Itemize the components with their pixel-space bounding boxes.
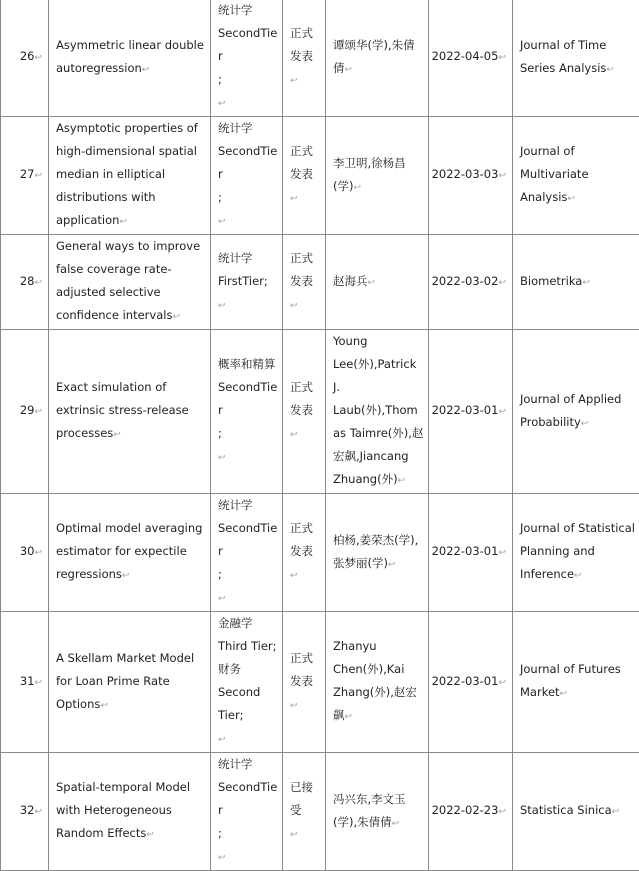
paragraph-mark-icon: ↩ [218, 301, 226, 311]
authors: 谭颂华(学),朱倩倩 [333, 38, 415, 75]
title-cell [49, 494, 211, 612]
journal-name: Statistica Sinica [520, 803, 612, 817]
cell-line: 正式 [290, 647, 321, 670]
paragraph-mark-icon: ↩ [34, 678, 42, 688]
journal-cell [513, 0, 639, 117]
paragraph-mark-icon: ↩ [582, 278, 590, 288]
cell-line: 统计学 [218, 247, 278, 270]
authors-cell [326, 117, 429, 235]
paper-title: Asymmetric linear double autoregression [56, 38, 204, 75]
paragraph-mark-icon: ↩ [581, 419, 589, 429]
title-cell [49, 235, 211, 330]
cell-line: 发表 [290, 270, 321, 293]
cell-line: Second [218, 681, 278, 704]
paragraph-mark-icon: ↩ [498, 53, 506, 63]
category-lines [218, 353, 278, 445]
cell-line: 正式 [290, 247, 321, 270]
paragraph-mark-icon: ↩ [34, 278, 42, 288]
table-row [1, 0, 639, 117]
paragraph-mark-icon: ↩ [567, 194, 575, 204]
authors: Young Lee(外),Patrick J. Laub(外),Thomas Taimre(外),赵宏飙,Jiancang Zhuang(外) [333, 334, 423, 486]
paragraph-mark-icon: ↩ [498, 171, 506, 181]
cell-line: 正式 [290, 517, 321, 540]
cell-line: 统计学 [218, 117, 278, 140]
category-lines [218, 753, 278, 845]
paragraph-mark-icon: ↩ [218, 99, 226, 109]
row-number: 28 [20, 274, 35, 288]
title-cell [49, 0, 211, 117]
cell-line: 受 [290, 799, 321, 822]
paragraph-mark-icon: ↩ [560, 689, 568, 699]
authors-cell [326, 0, 429, 117]
paragraph-mark-icon: ↩ [290, 830, 298, 840]
date-cell [429, 612, 513, 753]
status-cell [283, 0, 326, 117]
paper-title: Optimal model averaging estimator for expectile regressions [56, 521, 202, 581]
authors-cell [326, 494, 429, 612]
paper-title: General ways to improve false coverage rate-adjusted selective confidence intervals [56, 239, 200, 322]
title-cell [49, 117, 211, 235]
paragraph-mark-icon: ↩ [146, 830, 154, 840]
cell-line: 统计学 [218, 494, 278, 517]
status-cell [283, 235, 326, 330]
authors-cell [326, 612, 429, 753]
cell-line: 正式 [290, 140, 321, 163]
journal-cell [513, 612, 639, 753]
category-lines [218, 494, 278, 586]
publish-date: 2022-04-05 [432, 49, 499, 63]
cell-line: ; [218, 186, 278, 209]
paragraph-mark-icon: ↩ [574, 571, 582, 581]
journal-name: Biometrika [520, 274, 582, 288]
paragraph-mark-icon: ↩ [100, 701, 108, 711]
paragraph-mark-icon: ↩ [142, 65, 150, 75]
row-number: 31 [20, 674, 35, 688]
paragraph-mark-icon: ↩ [606, 65, 614, 75]
paper-title: Exact simulation of extrinsic stress-release processes [56, 380, 189, 440]
cell-line: 发表 [290, 399, 321, 422]
status-cell [283, 117, 326, 235]
cell-line: SecondTier [218, 140, 278, 186]
paragraph-mark-icon: ↩ [34, 171, 42, 181]
date-cell [429, 0, 513, 117]
journal-cell [513, 494, 639, 612]
status-lines [290, 247, 321, 293]
publish-date: 2022-03-01 [432, 403, 499, 417]
paragraph-mark-icon: ↩ [172, 312, 180, 322]
title-cell [49, 612, 211, 753]
cell-line: 正式 [290, 376, 321, 399]
paragraph-mark-icon: ↩ [290, 430, 298, 440]
cell-line: 财务 [218, 658, 278, 681]
title-cell [49, 753, 211, 871]
journal-name: Journal of Futures Market [520, 662, 621, 699]
paper-title: Asymptotic properties of high-dimensional spatial median in elliptical distributions with application [56, 121, 198, 227]
paragraph-mark-icon: ↩ [290, 301, 298, 311]
row-number: 27 [20, 167, 35, 181]
paragraph-mark-icon: ↩ [122, 571, 130, 581]
category-cell [211, 753, 283, 871]
authors-cell [326, 330, 429, 494]
cell-line: Third Tier; [218, 635, 278, 658]
status-cell [283, 330, 326, 494]
row-number: 30 [20, 544, 35, 558]
cell-line: SecondTier [218, 776, 278, 822]
table-body [1, 0, 639, 871]
paragraph-mark-icon: ↩ [498, 678, 506, 688]
paragraph-mark-icon: ↩ [34, 807, 42, 817]
cell-line: 正式 [290, 22, 321, 45]
authors: 李卫明,徐杨昌(学) [333, 156, 406, 193]
cell-line: ; [218, 822, 278, 845]
paragraph-mark-icon: ↩ [290, 571, 298, 581]
journal-cell [513, 117, 639, 235]
cell-line: ; [218, 563, 278, 586]
publish-date: 2022-03-03 [432, 167, 499, 181]
row-number-cell [1, 494, 49, 612]
category-cell [211, 330, 283, 494]
cell-line: SecondTier [218, 517, 278, 563]
paragraph-mark-icon: ↩ [498, 548, 506, 558]
row-number-cell [1, 235, 49, 330]
journal-name: Journal of Multivariate Analysis [520, 144, 589, 204]
status-lines [290, 22, 321, 68]
cell-line: ; [218, 422, 278, 445]
publish-date: 2022-02-23 [432, 803, 499, 817]
authors: 赵海兵 [333, 274, 368, 288]
category-lines [218, 247, 278, 293]
journal-cell [513, 235, 639, 330]
paragraph-mark-icon: ↩ [290, 194, 298, 204]
status-lines [290, 647, 321, 693]
table-row [1, 612, 639, 753]
status-cell [283, 494, 326, 612]
row-number: 26 [20, 49, 35, 63]
cell-line: 已接 [290, 776, 321, 799]
table-row [1, 117, 639, 235]
table-row [1, 494, 639, 612]
cell-line: SecondTier [218, 376, 278, 422]
status-lines [290, 376, 321, 422]
publish-date: 2022-03-02 [432, 274, 499, 288]
paragraph-mark-icon: ↩ [290, 76, 298, 86]
cell-line: 统计学 [218, 753, 278, 776]
status-cell [283, 753, 326, 871]
authors-cell [326, 235, 429, 330]
publish-date: 2022-03-01 [432, 674, 499, 688]
cell-line: 金融学 [218, 612, 278, 635]
cell-line: 发表 [290, 45, 321, 68]
cell-line: ; [218, 68, 278, 91]
date-cell [429, 494, 513, 612]
paragraph-mark-icon: ↩ [34, 53, 42, 63]
row-number-cell [1, 753, 49, 871]
category-lines [218, 0, 278, 91]
paragraph-mark-icon: ↩ [498, 278, 506, 288]
paragraph-mark-icon: ↩ [218, 594, 226, 604]
paragraph-mark-icon: ↩ [34, 548, 42, 558]
journal-name: Journal of Applied Probability [520, 392, 621, 429]
paper-title: Spatial-temporal Model with Heterogeneous Random Effects [56, 780, 190, 840]
paragraph-mark-icon: ↩ [392, 819, 400, 829]
status-cell [283, 612, 326, 753]
category-lines [218, 612, 278, 727]
publish-date: 2022-03-01 [432, 544, 499, 558]
cell-line: 概率和精算 [218, 353, 278, 376]
row-number-cell [1, 612, 49, 753]
row-number-cell [1, 0, 49, 117]
row-number-cell [1, 330, 49, 494]
category-cell [211, 117, 283, 235]
paragraph-mark-icon: ↩ [119, 217, 127, 227]
paragraph-mark-icon: ↩ [345, 712, 353, 722]
paragraph-mark-icon: ↩ [498, 407, 506, 417]
paragraph-mark-icon: ↩ [218, 453, 226, 463]
authors: Zhanyu Chen(外),Kai Zhang(外),赵宏飙 [333, 639, 417, 722]
title-cell [49, 330, 211, 494]
paragraph-mark-icon: ↩ [218, 735, 226, 745]
paragraph-mark-icon: ↩ [398, 476, 406, 486]
cell-line: 发表 [290, 163, 321, 186]
status-lines [290, 776, 321, 822]
table-row [1, 753, 639, 871]
category-cell [211, 235, 283, 330]
date-cell [429, 330, 513, 494]
paragraph-mark-icon: ↩ [388, 560, 396, 570]
journal-cell [513, 753, 639, 871]
date-cell [429, 235, 513, 330]
status-lines [290, 517, 321, 563]
authors: 柏杨,姜荣杰(学),张梦丽(学) [333, 533, 418, 570]
journal-cell [513, 330, 639, 494]
paragraph-mark-icon: ↩ [218, 853, 226, 863]
paragraph-mark-icon: ↩ [353, 183, 361, 193]
paragraph-mark-icon: ↩ [345, 65, 353, 75]
paper-title: A Skellam Market Model for Loan Prime Rate Options [56, 651, 194, 711]
cell-line: 统计学 [218, 0, 278, 22]
paragraph-mark-icon: ↩ [498, 807, 506, 817]
authors-cell [326, 753, 429, 871]
table-row [1, 235, 639, 330]
category-cell [211, 494, 283, 612]
paragraph-mark-icon: ↩ [34, 407, 42, 417]
row-number: 29 [20, 403, 35, 417]
table-row [1, 330, 639, 494]
cell-line: 发表 [290, 670, 321, 693]
paragraph-mark-icon: ↩ [113, 430, 121, 440]
paragraph-mark-icon: ↩ [368, 278, 376, 288]
cell-line: Tier; [218, 704, 278, 727]
date-cell [429, 117, 513, 235]
paragraph-mark-icon: ↩ [218, 217, 226, 227]
row-number-cell [1, 117, 49, 235]
paragraph-mark-icon: ↩ [290, 701, 298, 711]
journal-name: Journal of Time Series Analysis [520, 38, 606, 75]
date-cell [429, 753, 513, 871]
authors: 冯兴东,李文玉(学),朱倩倩 [333, 792, 406, 829]
cell-line: SecondTier [218, 22, 278, 68]
journal-name: Journal of Statistical Planning and Inference [520, 521, 635, 581]
status-lines [290, 140, 321, 186]
cell-line: 发表 [290, 540, 321, 563]
category-cell [211, 612, 283, 753]
paragraph-mark-icon: ↩ [612, 807, 620, 817]
cell-line: FirstTier; [218, 270, 278, 293]
category-lines [218, 117, 278, 209]
row-number: 32 [20, 803, 35, 817]
category-cell [211, 0, 283, 117]
